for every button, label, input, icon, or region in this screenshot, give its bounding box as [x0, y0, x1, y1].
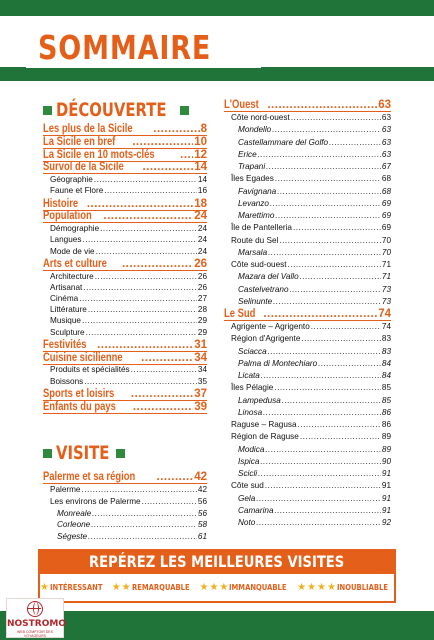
toc-entry-label: Faune et Flore — [50, 186, 104, 196]
toc-entry[interactable] — [50, 292, 207, 303]
toc-entry-label: Route du Sel — [231, 235, 279, 245]
toc-entry-label: Camarina — [238, 505, 274, 515]
toc-leader-dots — [88, 532, 197, 541]
toc-entry-page: 34 — [194, 351, 207, 364]
toc-entry-page: 67 — [381, 162, 391, 171]
page-title: SOMMAIRE — [38, 27, 212, 67]
toc-entry-page: 29 — [197, 316, 207, 326]
toc-entry-page: 89 — [381, 444, 391, 454]
toc-leader-dots — [91, 520, 197, 529]
toc-entry[interactable] — [238, 443, 391, 454]
toc-entry-page: 68 — [381, 174, 391, 184]
toc-entry-page: 8 — [200, 123, 207, 135]
toc-leader-dots — [298, 420, 381, 429]
toc-entry[interactable] — [231, 381, 391, 392]
toc-leader-dots — [267, 99, 377, 111]
green-square-icon — [180, 106, 189, 115]
toc-entry-label: L'Ouest — [224, 99, 259, 111]
section-visite-label: VISITE — [56, 442, 110, 464]
toc-leader-dots — [265, 445, 380, 454]
toc-entry-label: Survol de la Sicile — [43, 161, 124, 174]
toc-entry-label: Côte nord-ouest — [231, 113, 290, 122]
toc-entry-page: 85 — [381, 383, 391, 393]
toc-entry[interactable] — [50, 222, 207, 233]
toc-entry-page: 10 — [194, 135, 207, 148]
toc-leader-dots — [274, 383, 381, 392]
toc-leader-dots — [92, 509, 197, 518]
toc-entry-label: Ségeste — [57, 532, 88, 542]
toc-entry-label: Enfants du pays — [43, 400, 116, 413]
toc-leader-dots — [288, 260, 381, 269]
toc-entry-label: Erice — [238, 149, 257, 159]
toc-entry-page: 29 — [197, 327, 207, 337]
toc-leader-dots — [277, 187, 381, 196]
toc-entry[interactable] — [238, 246, 391, 257]
toc-entry-page: 74 — [378, 308, 391, 320]
toc-entry-label: Le Sud — [224, 308, 256, 320]
toc-entry-label: Linosa — [238, 407, 263, 417]
toc-entry-label: Architecture — [50, 271, 94, 281]
toc-entry-page: 84 — [381, 371, 391, 380]
toc-entry[interactable] — [50, 495, 207, 506]
rating-label: IMMANQUABLE — [229, 583, 287, 592]
rating-legend-item — [40, 582, 112, 593]
toc-entry-label: Population — [43, 210, 92, 223]
toc-leader-dots — [301, 334, 381, 343]
star-icon: ★ — [40, 582, 49, 593]
toc-entry[interactable] — [238, 516, 391, 527]
section-visite-heading — [43, 442, 125, 464]
toc-entry[interactable] — [50, 270, 207, 281]
star-icon: ★ — [317, 582, 326, 593]
green-square-icon — [43, 106, 52, 115]
toc-leader-dots — [263, 308, 377, 320]
toc-leader-dots — [87, 198, 193, 210]
toc-entry[interactable] — [238, 185, 391, 196]
toc-entry[interactable] — [50, 173, 207, 184]
toc-entry[interactable] — [238, 283, 391, 294]
toc-entry-label: Lampedusa — [238, 395, 281, 405]
toc-leader-dots — [300, 272, 381, 281]
toc-leader-dots — [96, 247, 197, 256]
toc-entry-page: 61 — [197, 532, 207, 542]
toc-leader-dots — [133, 401, 193, 413]
toc-entry-label: Selinunte — [238, 296, 273, 306]
toc-entry-label: Sciacca — [238, 346, 267, 356]
toc-entry[interactable] — [238, 455, 391, 466]
toc-entry-page: 12 — [194, 148, 207, 161]
toc-entry-label: Sculpture — [50, 327, 85, 337]
toc-entry[interactable] — [50, 314, 207, 325]
toc-entry-label: Boissons — [50, 376, 84, 386]
toc-entry-label: Les plus de la Sicile — [43, 123, 133, 135]
toc-entry[interactable] — [238, 369, 391, 380]
toc-entry-page: 69 — [381, 223, 391, 233]
toc-entry-label: Favignana — [238, 186, 277, 196]
rating-label: INOUBLIABLE — [336, 583, 388, 592]
toc-entry[interactable] — [50, 483, 207, 494]
toc-entry[interactable] — [238, 467, 391, 478]
toc-entry[interactable] — [238, 394, 391, 405]
toc-entry[interactable] — [50, 233, 207, 244]
banner-title-text: REPÉREZ LES MEILLEURES VISITES — [89, 552, 345, 571]
toc-entry-page: 71 — [381, 272, 391, 282]
toc-entry-label: Scicli — [238, 469, 258, 478]
star-icon: ★ — [297, 582, 307, 593]
toc-entry-page: 35 — [197, 376, 207, 386]
toc-entry-label: Littérature — [50, 305, 87, 315]
toc-leader-dots — [157, 471, 194, 483]
toc-leader-dots — [268, 347, 381, 356]
toc-entry-page: 26 — [197, 282, 207, 292]
toc-entry-label: Modica — [238, 444, 265, 454]
toc-entry-page: 14 — [194, 161, 207, 174]
toc-entry[interactable] — [238, 148, 391, 159]
toc-leader-dots — [272, 125, 381, 134]
toc-leader-dots — [268, 248, 381, 257]
toc-leader-dots — [291, 113, 381, 122]
toc-entry-label: Région de Raguse — [231, 432, 299, 442]
toc-entry-page: 73 — [381, 296, 391, 306]
toc-entry-label: Raguse – Ragusa — [231, 420, 297, 429]
toc-entry[interactable] — [231, 172, 391, 183]
toc-leader-dots — [82, 235, 196, 244]
toc-entry[interactable] — [238, 123, 391, 134]
toc-entry-label: Musique — [50, 316, 81, 326]
nostromo-logo — [6, 598, 64, 638]
toc-entry-label: Mazara del Vallo — [238, 272, 299, 282]
toc-leader-dots — [275, 211, 380, 220]
star-icon: ★ — [219, 582, 229, 593]
toc-entry-label: Monreale — [57, 508, 92, 518]
toc-entry-label: Géographie — [50, 175, 93, 185]
toc-entry-page: 89 — [381, 432, 391, 442]
toc-leader-dots — [258, 469, 381, 478]
toc-entry-page: 18 — [194, 197, 207, 210]
toc-entry-page: 63 — [378, 99, 391, 111]
toc-entry[interactable] — [238, 270, 391, 281]
toc-entry-page: 90 — [381, 456, 391, 466]
toc-entry-page: 56 — [197, 508, 207, 518]
ratings-legend — [40, 574, 394, 601]
toc-entry-page: 63 — [381, 125, 391, 135]
toc-entry[interactable] — [50, 375, 207, 386]
top-green-bar — [0, 0, 434, 16]
toc-entry-page: 24 — [197, 246, 207, 256]
toc-leader-dots — [84, 377, 197, 386]
toc-entry-label: Produits et spécialités — [50, 365, 130, 375]
toc-entry-label: Histoire — [43, 197, 79, 210]
toc-entry-label: Marettimo — [238, 211, 275, 220]
toc-leader-dots — [265, 481, 381, 490]
toc-leader-dots — [258, 150, 381, 159]
toc-entry-page: 39 — [194, 400, 207, 413]
toc-leader-dots — [279, 236, 381, 245]
toc-entry-label: Mondello — [238, 125, 272, 135]
toc-entry[interactable] — [238, 357, 391, 368]
toc-entry-page: 42 — [194, 471, 207, 483]
banner-title — [38, 552, 396, 571]
toc-entry[interactable] — [50, 326, 207, 337]
toc-entry-page: 71 — [381, 260, 391, 269]
toc-entry-page: 69 — [381, 211, 391, 220]
toc-entry-label: Île de Pantelleria — [231, 223, 292, 233]
toc-entry-label: Cuisine sicilienne — [43, 351, 123, 364]
toc-entry-label: Palerme — [50, 485, 81, 494]
toc-entry-page: 91 — [381, 469, 391, 478]
toc-leader-dots — [256, 494, 381, 503]
toc-entry[interactable] — [224, 98, 391, 112]
toc-entry[interactable] — [43, 400, 207, 414]
toc-entry[interactable] — [238, 295, 391, 306]
toc-entry[interactable] — [224, 307, 391, 321]
toc-entry[interactable] — [231, 479, 391, 490]
toc-leader-dots — [275, 506, 381, 515]
toc-entry-label: Les environs de Palerme — [50, 496, 141, 506]
toc-entry-label: La Sicile en bref — [43, 135, 116, 148]
toc-entry[interactable] — [238, 160, 391, 171]
rating-legend-item — [297, 582, 397, 593]
section-decouverte-label: DÉCOUVERTE — [56, 99, 167, 121]
toc-entry-label: La Sicile en 10 mots-clés — [43, 148, 155, 161]
toc-leader-dots — [266, 162, 381, 171]
toc-entry-label: Palerme et sa région — [43, 471, 136, 483]
toc-entry-label: Festivités — [43, 338, 87, 351]
toc-entry-label: Agrigente – Agrigento — [231, 322, 310, 331]
toc-leader-dots — [131, 388, 193, 400]
toc-leader-dots — [290, 285, 381, 294]
toc-entry-page: 91 — [381, 481, 391, 491]
toc-entry-page: 26 — [194, 257, 207, 270]
star-icon: ★ — [121, 582, 131, 593]
toc-entry-page: 27 — [197, 294, 207, 303]
toc-entry-page: 73 — [381, 284, 391, 294]
toc-entry-page: 28 — [197, 305, 207, 315]
toc-entry-label: Îles Pélagie — [231, 383, 274, 393]
toc-entry[interactable] — [43, 470, 207, 484]
toc-leader-dots — [318, 359, 381, 368]
toc-leader-dots — [142, 161, 193, 173]
logo-tagline: WEB COMPTOIR DES VOYAGEURS — [17, 630, 53, 638]
toc-leader-dots — [131, 365, 197, 374]
toc-leader-dots — [329, 138, 381, 147]
toc-entry-page: 63 — [381, 137, 391, 147]
toc-leader-dots — [153, 123, 199, 135]
toc-entry-page: 91 — [381, 505, 391, 515]
toc-entry[interactable] — [231, 221, 391, 232]
toc-leader-dots — [256, 518, 381, 527]
toc-entry-page: 14 — [197, 175, 207, 185]
toc-entry-page: 26 — [197, 271, 207, 281]
toc-entry[interactable] — [231, 320, 391, 331]
toc-entry-label: Cinéma — [50, 294, 79, 303]
toc-entry[interactable] — [50, 281, 207, 292]
toc-entry[interactable] — [238, 492, 391, 503]
toc-entry[interactable] — [231, 234, 391, 245]
toc-leader-dots — [132, 136, 193, 148]
toc-entry[interactable] — [50, 363, 207, 374]
green-square-icon — [116, 449, 125, 458]
toc-entry-page: 58 — [197, 520, 207, 530]
toc-leader-dots — [82, 316, 197, 325]
toc-leader-dots — [104, 186, 197, 195]
toc-leader-dots — [180, 149, 193, 161]
toc-entry-label: Côte sud — [231, 481, 264, 491]
toc-entry-page: 16 — [197, 186, 207, 196]
toc-entry[interactable] — [57, 518, 207, 529]
toc-entry-label: Îles Egades — [231, 174, 274, 184]
toc-entry-page: 86 — [381, 407, 391, 417]
rating-label: REMARQUABLE — [131, 583, 190, 592]
toc-entry-page: 56 — [197, 496, 207, 506]
toc-entry-label: Région d'Agrigente — [231, 334, 301, 344]
toc-entry-label: Artisanat — [50, 282, 83, 292]
toc-leader-dots — [311, 322, 381, 331]
green-square-icon — [43, 449, 52, 458]
toc-entry-label: Gela — [238, 493, 256, 503]
toc-entry[interactable] — [238, 406, 391, 417]
toc-entry-page: 68 — [381, 186, 391, 196]
toc-leader-dots — [103, 210, 193, 222]
toc-entry-page: 34 — [197, 365, 207, 375]
toc-entry-page: 85 — [381, 395, 391, 405]
toc-entry-page: 24 — [197, 224, 207, 234]
star-icon: ★ — [307, 582, 317, 593]
toc-entry[interactable] — [57, 507, 207, 518]
star-icon: ★ — [326, 582, 336, 593]
toc-entry[interactable] — [50, 245, 207, 256]
toc-entry-page: 74 — [381, 322, 391, 331]
best-visits-banner — [38, 549, 396, 603]
toc-entry-page: 70 — [381, 235, 391, 245]
toc-entry-page: 86 — [381, 420, 391, 429]
toc-leader-dots — [100, 224, 197, 233]
toc-entry[interactable] — [238, 209, 391, 220]
rating-legend-item — [112, 582, 200, 593]
toc-leader-dots — [270, 199, 381, 208]
toc-leader-dots — [263, 408, 381, 417]
logo-name: NOSTROMO — [7, 619, 66, 629]
toc-entry-label: Castellammare del Golfo — [238, 137, 329, 147]
toc-leader-dots — [300, 432, 381, 441]
toc-entry-label: Mode de vie — [50, 246, 95, 256]
toc-entry-page: 84 — [381, 358, 391, 368]
toc-leader-dots — [293, 223, 381, 232]
toc-leader-dots — [82, 485, 197, 494]
toc-entry-page: 42 — [197, 485, 207, 494]
toc-entry-page: 63 — [381, 149, 391, 159]
toc-leader-dots — [122, 258, 193, 270]
toc-leader-dots — [261, 371, 381, 380]
toc-leader-dots — [275, 174, 381, 183]
rating-legend-item — [199, 582, 297, 593]
toc-leader-dots — [95, 272, 197, 281]
toc-entry-label: Licata — [238, 371, 260, 380]
toc-entry-label: Sports et loisirs — [43, 387, 115, 400]
toc-leader-dots — [260, 457, 381, 466]
toc-entry-label: Marsala — [238, 247, 268, 257]
toc-entry-page: 83 — [381, 346, 391, 356]
toc-entry-label: Trapani — [238, 162, 266, 171]
toc-entry[interactable] — [50, 184, 207, 195]
toc-entry-label: Ispica — [238, 456, 260, 466]
toc-entry-label: Palma di Montechiaro — [238, 358, 318, 368]
toc-leader-dots — [142, 497, 197, 506]
toc-entry-page: 24 — [194, 210, 207, 223]
title-row — [0, 26, 434, 68]
toc-leader-dots — [97, 339, 193, 351]
toc-leader-dots — [282, 396, 381, 405]
toc-entry-page: 92 — [381, 518, 391, 527]
toc-entry-label: Corleone — [57, 520, 91, 530]
toc-entry-page: 70 — [381, 247, 391, 257]
toc-entry-label: Castelvetrano — [238, 284, 289, 294]
section-decouverte-heading — [43, 99, 189, 121]
toc-entry-label: Arts et culture — [43, 257, 107, 270]
star-icon: ★ — [111, 582, 121, 593]
toc-entry-page: 69 — [381, 198, 391, 208]
toc-entry-label: Levanzo — [238, 198, 269, 208]
toc-entry-page: 91 — [381, 493, 391, 503]
toc-entry[interactable] — [50, 303, 207, 314]
toc-leader-dots — [273, 297, 381, 306]
toc-leader-dots — [83, 283, 197, 292]
toc-entry-page: 24 — [197, 235, 207, 245]
toc-entry-label: Côte sud-ouest — [231, 260, 287, 269]
toc-entry[interactable] — [238, 345, 391, 356]
toc-leader-dots — [94, 175, 197, 184]
toc-leader-dots — [141, 352, 193, 364]
toc-entry-page: 63 — [381, 113, 391, 122]
toc-entry[interactable] — [231, 332, 391, 343]
toc-leader-dots — [86, 328, 197, 337]
toc-entry-page: 31 — [194, 338, 207, 351]
toc-entry[interactable] — [231, 111, 391, 122]
toc-leader-dots — [88, 305, 197, 314]
toc-entry-label: Langues — [50, 235, 82, 245]
rating-label: INTÉRESSANT — [49, 583, 103, 592]
toc-entry[interactable] — [238, 197, 391, 208]
toc-entry-label: Noto — [238, 518, 256, 527]
toc-entry[interactable] — [231, 258, 391, 269]
toc-entry-page: 83 — [381, 334, 391, 344]
star-icon: ★ — [199, 582, 209, 593]
toc-entry[interactable] — [238, 504, 391, 515]
toc-entry[interactable] — [231, 430, 391, 441]
star-icon: ★ — [209, 582, 219, 593]
globe-icon — [27, 601, 43, 617]
toc-entry[interactable] — [57, 530, 207, 541]
toc-entry[interactable] — [238, 136, 391, 147]
title-box — [26, 26, 261, 68]
toc-entry-label: Démographie — [50, 224, 100, 234]
toc-entry[interactable] — [231, 418, 391, 429]
toc-leader-dots — [79, 294, 197, 303]
title-rule — [0, 67, 434, 81]
toc-entry-page: 37 — [194, 387, 207, 400]
